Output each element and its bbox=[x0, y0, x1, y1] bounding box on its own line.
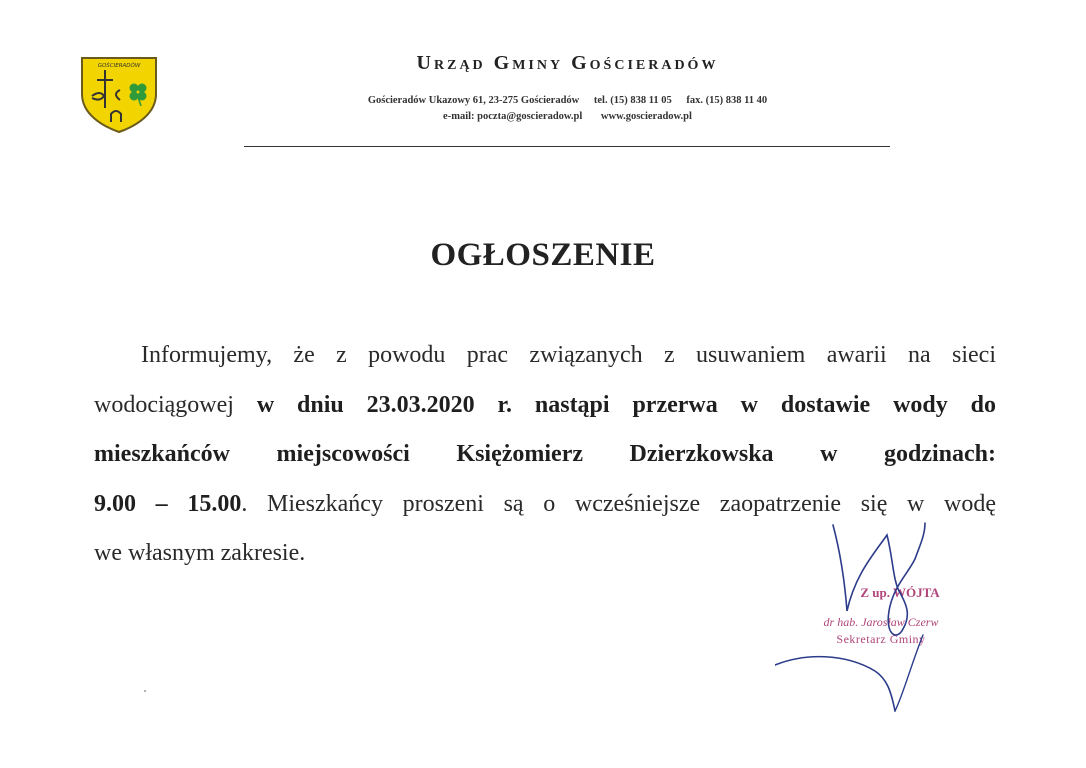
stamp-line-role: Sekretarz Gminy bbox=[836, 632, 926, 646]
body-line-4: 9.00 – 15.00. Mieszkańcy proszeni są o wcześniejsze zaopatrzenie się w wodę bbox=[94, 490, 997, 517]
date-emphasis: w dniu 23.03.2020 r. nastąpi przerwa w dostawie wody do bbox=[256, 391, 996, 418]
office-address: Gościeradów Ukazowy 61, 23-275 Gościeradów bbox=[367, 95, 580, 106]
hours-emphasis: 9.00 – 15.00 bbox=[94, 490, 242, 517]
body-line-5: we własnym zakresie. bbox=[94, 540, 306, 566]
office-address-line bbox=[245, 95, 890, 106]
office-website: www.goscieradow.pl bbox=[600, 111, 692, 122]
office-contact-line bbox=[245, 111, 890, 122]
body-line-1: Informujemy, że z powodu prac związanych z usuwaniem awarii na sieci bbox=[141, 342, 996, 368]
scan-speck bbox=[144, 690, 146, 692]
body-line-2: wodociągowej w dniu 23.03.2020 r. nastąpi przerwa w dostawie wody do bbox=[94, 391, 996, 418]
office-name: Urząd Gminy Gościeradów bbox=[416, 52, 719, 74]
stamp-line-name: dr hab. Jarosław Czerw bbox=[823, 615, 939, 629]
body-line-3 bbox=[94, 430, 996, 480]
office-fax: fax. (15) 838 11 40 bbox=[686, 95, 768, 106]
stamp-line-authority: Z up. WÓJTA bbox=[860, 585, 940, 600]
office-phone: tel. (15) 838 11 05 bbox=[593, 95, 672, 106]
location-emphasis: mieszkańców miejscowości Księżomierz Dzierzkowska w godzinach: bbox=[94, 441, 996, 467]
handwritten-signature bbox=[775, 515, 975, 720]
page-title: OGŁOSZENIE bbox=[430, 237, 656, 273]
gmina-crest-logo bbox=[78, 50, 160, 134]
office-email: e-mail: poczta@goscieradow.pl bbox=[443, 111, 583, 122]
crest-text: GOŚCIERADÓW bbox=[97, 63, 141, 69]
header-divider bbox=[244, 146, 890, 147]
